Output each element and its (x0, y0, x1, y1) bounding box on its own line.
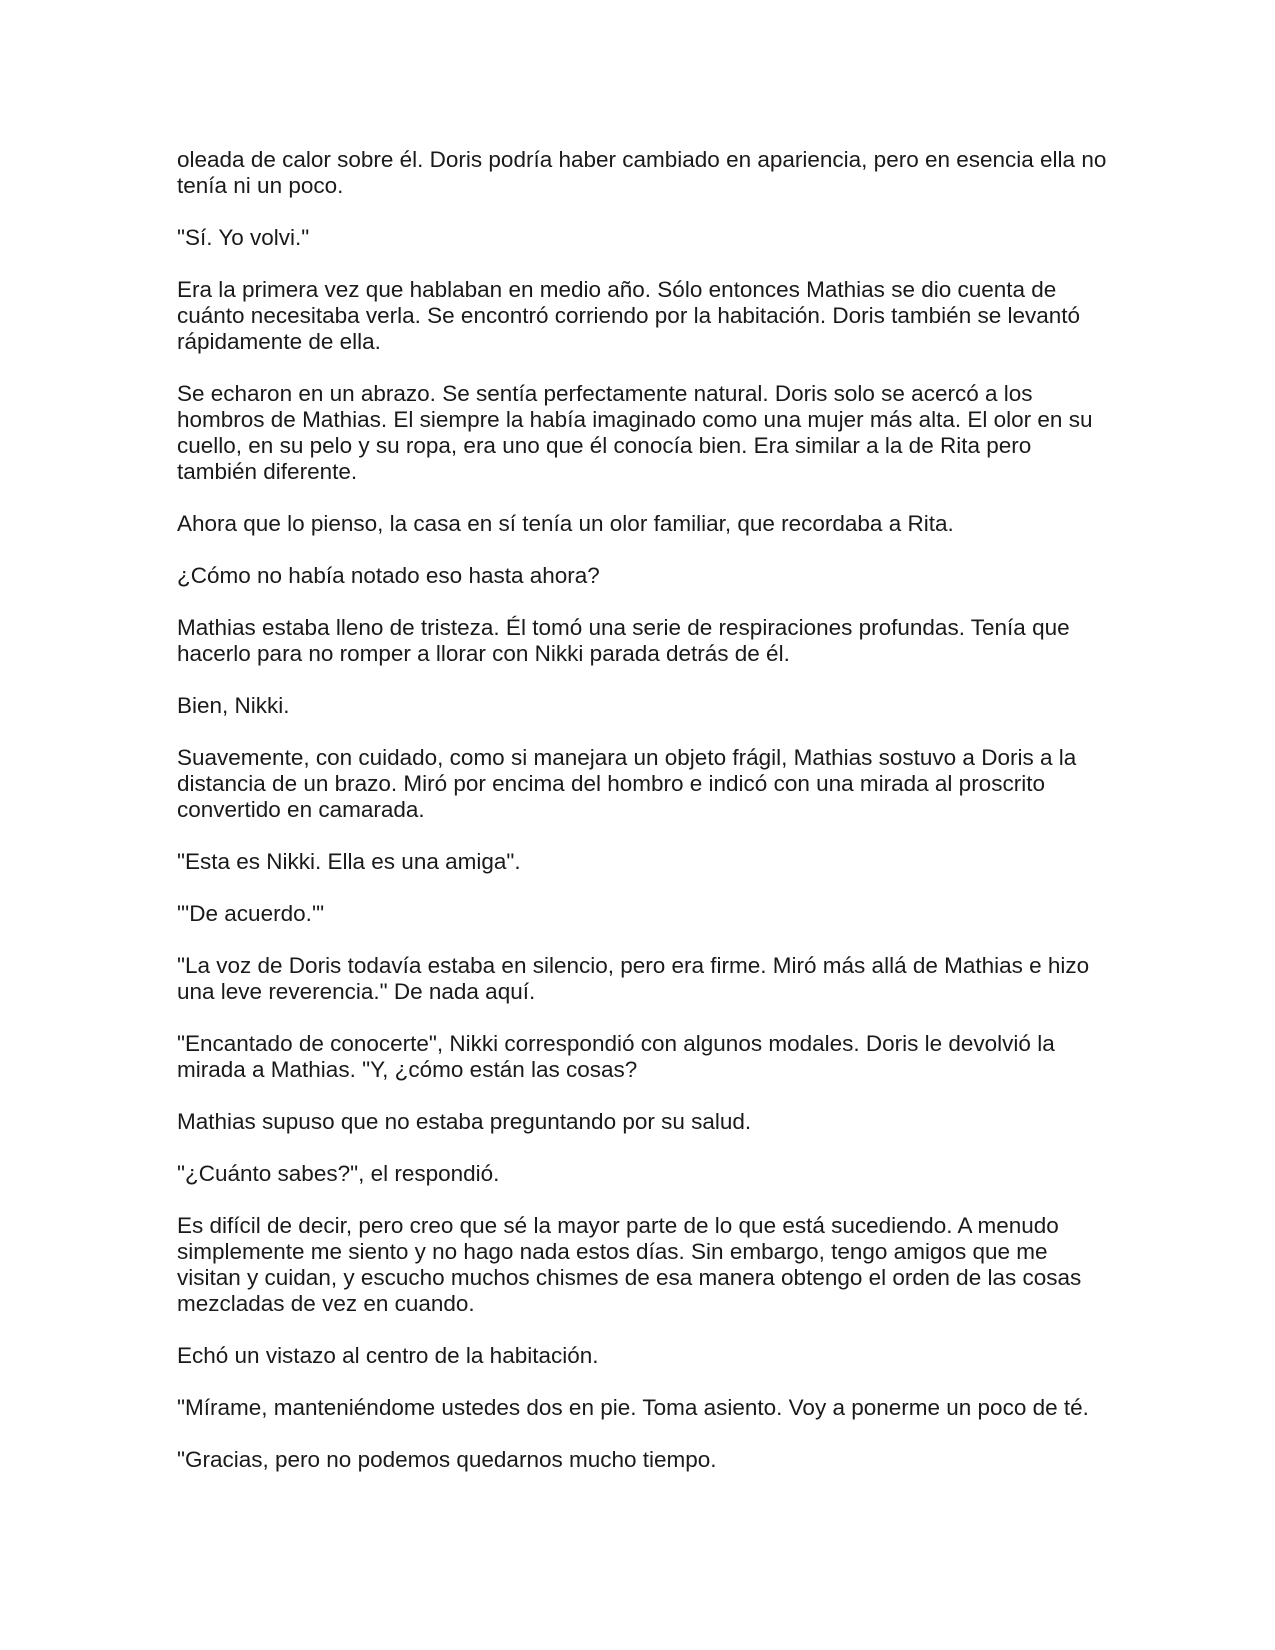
paragraph-11: "'De acuerdo.'" (177, 901, 325, 926)
paragraph-13: "Encantado de conocerte", Nikki correspondió con algunos modales. Doris le devolvió la mirada a Mathias. "Y, ¿cómo están las cosas? (177, 1031, 1055, 1082)
paragraph-5: Ahora que lo pienso, la casa en sí tenía un olor familiar, que recordaba a Rita. (177, 511, 954, 536)
paragraph-6: ¿Cómo no había notado eso hasta ahora? (177, 563, 600, 588)
paragraph-1: oleada de calor sobre él. Doris podría haber cambiado en apariencia, pero en esencia ella no tenía ni un poco. (177, 147, 1107, 198)
paragraph-10: "Esta es Nikki. Ella es una amiga". (177, 849, 521, 874)
paragraph-18: "Mírame, manteniéndome ustedes dos en pie. Toma asiento. Voy a ponerme un poco de té. (177, 1395, 1089, 1420)
paragraph-2: "Sí. Yo volvi." (177, 225, 310, 250)
paragraph-15: "¿Cuánto sabes?", el respondió. (177, 1161, 500, 1186)
paragraph-3: Era la primera vez que hablaban en medio año. Sólo entonces Mathias se dio cuenta de cuánto necesitaba verla. Se encontró corriendo por la habitación. Doris también se levantó rápidamente de ella. (177, 277, 1081, 354)
paragraph-16: Es difícil de decir, pero creo que sé la mayor parte de lo que está sucediendo. A menudo simplemente me siento y no hago nada estos días. Sin embargo, tengo amigos que me visitan y cuidan, y escucho muchos chismes de esa manera obtengo el orden de las cosas mezcladas de vez en cuando. (177, 1213, 1082, 1316)
paragraph-17: Echó un vistazo al centro de la habitación. (177, 1343, 599, 1368)
document-page (177, 147, 1107, 1499)
paragraph-14: Mathias supuso que no estaba preguntando por su salud. (177, 1109, 752, 1134)
paragraph-8: Bien, Nikki. (177, 693, 290, 718)
paragraph-19: "Gracias, pero no podemos quedarnos mucho tiempo. (177, 1447, 717, 1472)
paragraph-12: "La voz de Doris todavía estaba en silencio, pero era firme. Miró más allá de Mathias e hizo una leve reverencia." De nada aquí. (177, 953, 1090, 1004)
paragraph-7: Mathias estaba lleno de tristeza. Él tomó una serie de respiraciones profundas. Tenía que hacerlo para no romper a llorar con Nikki parada detrás de él. (177, 615, 1070, 666)
paragraph-4: Se echaron en un abrazo. Se sentía perfectamente natural. Doris solo se acercó a los hombros de Mathias. El siempre la había imaginado como una mujer más alta. El olor en su cuello, en su pelo y su ropa, era uno que él conocía bien. Era similar a la de Rita pero también diferente. (177, 381, 1093, 484)
paragraph-9: Suavemente, con cuidado, como si manejara un objeto frágil, Mathias sostuvo a Doris a la distancia de un brazo. Miró por encima del hombro e indicó con una mirada al proscrito convertido en camarada. (177, 745, 1077, 822)
